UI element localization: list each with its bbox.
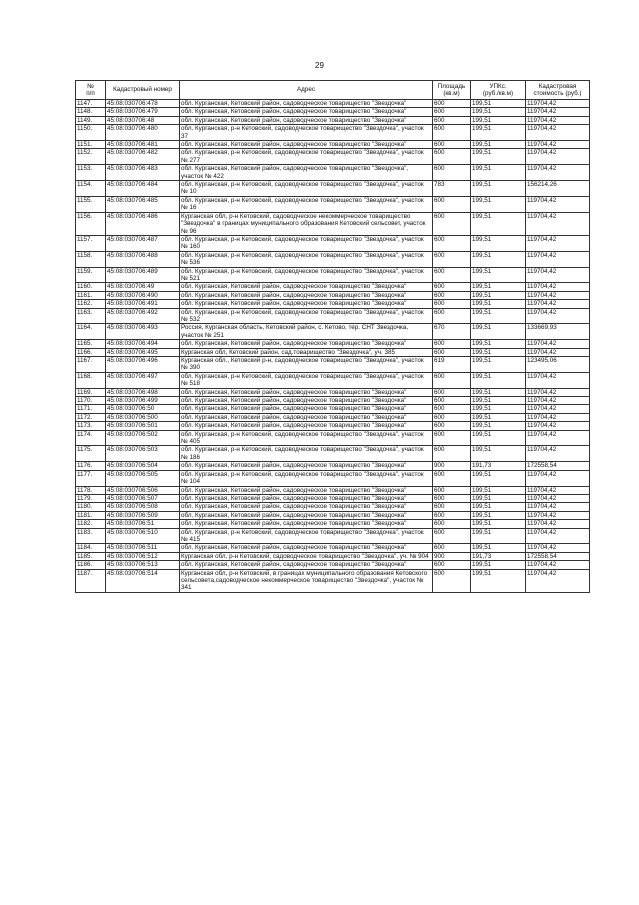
table-row bbox=[76, 116, 590, 124]
cell-area: 600 bbox=[433, 494, 471, 502]
cell-cadastral-number: 45:08:030706:51 bbox=[106, 520, 180, 528]
cell-cadastral-number: 45:08:030706:512 bbox=[106, 552, 180, 560]
cell-upks: 199,51 bbox=[471, 196, 526, 212]
cell-number: 1157. bbox=[76, 235, 106, 251]
cell-address: обл. Курганская, Кетовский район, садоводческое товарищество "Звездочка" bbox=[180, 397, 433, 405]
table-row bbox=[76, 372, 590, 388]
cell-cadastral-number: 45:08:030706:495 bbox=[106, 348, 180, 356]
cell-number: 1149. bbox=[76, 116, 106, 124]
cell-address: обл. Курганская, Кетовский район, садоводческое товарищество "Звездочка" bbox=[180, 108, 433, 116]
cell-upks: 199,51 bbox=[471, 520, 526, 528]
cell-upks: 199,51 bbox=[471, 470, 526, 486]
cell-cadastral-number: 45:08:030706:49 bbox=[106, 283, 180, 291]
cell-upks: 199,51 bbox=[471, 357, 526, 373]
cell-cadastral-cost: 119704,42 bbox=[526, 340, 590, 348]
cell-cadastral-cost: 119704,42 bbox=[526, 149, 590, 165]
cell-cadastral-number: 45:08:030706:484 bbox=[106, 181, 180, 197]
cell-cadastral-cost: 119704,42 bbox=[526, 141, 590, 149]
cell-area: 600 bbox=[433, 528, 471, 544]
cell-number: 1165. bbox=[76, 340, 106, 348]
cell-area: 600 bbox=[433, 165, 471, 181]
cell-area: 600 bbox=[433, 125, 471, 141]
cell-number: 1169. bbox=[76, 388, 106, 396]
cell-area: 600 bbox=[433, 422, 471, 430]
table-row bbox=[76, 503, 590, 511]
cell-cadastral-cost: 119704,42 bbox=[526, 300, 590, 308]
cell-address: обл. Курганская, Кетовский район, садоводческое товарищество "Звездочка" bbox=[180, 486, 433, 494]
cell-cadastral-number: 45:08:030706:492 bbox=[106, 308, 180, 324]
cell-upks: 199,51 bbox=[471, 108, 526, 116]
cell-number: 1171. bbox=[76, 405, 106, 413]
table-row bbox=[76, 405, 590, 413]
cell-cadastral-number: 45:08:030706:493 bbox=[106, 324, 180, 340]
table-row bbox=[76, 165, 590, 181]
cell-area: 600 bbox=[433, 388, 471, 396]
cell-cadastral-number: 45:08:030706:488 bbox=[106, 251, 180, 267]
cell-cadastral-cost: 119704,42 bbox=[526, 100, 590, 108]
table-row bbox=[76, 291, 590, 299]
cell-cadastral-cost: 119704,42 bbox=[526, 348, 590, 356]
cell-cadastral-number: 45:08:030706:506 bbox=[106, 486, 180, 494]
cell-area: 600 bbox=[433, 108, 471, 116]
cell-area: 600 bbox=[433, 212, 471, 235]
cell-upks: 199,51 bbox=[471, 181, 526, 197]
cell-cadastral-number: 45:08:030706:481 bbox=[106, 141, 180, 149]
cell-cadastral-cost: 119704,42 bbox=[526, 528, 590, 544]
cell-address: обл. Курганская, Кетовский район, садоводческое товарищество "Звездочка" bbox=[180, 520, 433, 528]
table-row bbox=[76, 196, 590, 212]
cell-upks: 199,51 bbox=[471, 340, 526, 348]
table-row bbox=[76, 108, 590, 116]
cell-number: 1162. bbox=[76, 300, 106, 308]
table-row bbox=[76, 544, 590, 552]
cell-number: 1152. bbox=[76, 149, 106, 165]
cell-cadastral-number: 45:08:030706:502 bbox=[106, 430, 180, 446]
table-row bbox=[76, 324, 590, 340]
cell-upks: 199,51 bbox=[471, 149, 526, 165]
cell-cadastral-number: 45:08:030706:487 bbox=[106, 235, 180, 251]
table-row bbox=[76, 561, 590, 569]
cell-upks: 199,51 bbox=[471, 283, 526, 291]
table-row bbox=[76, 569, 590, 592]
cell-cadastral-number: 45:08:030706:48 bbox=[106, 116, 180, 124]
cell-cadastral-number: 45:08:030706:507 bbox=[106, 494, 180, 502]
cell-area: 783 bbox=[433, 181, 471, 197]
cell-cadastral-number: 45:08:030706:497 bbox=[106, 372, 180, 388]
cell-upks: 199,51 bbox=[471, 348, 526, 356]
cell-upks: 199,51 bbox=[471, 308, 526, 324]
cell-cadastral-cost: 119704,42 bbox=[526, 116, 590, 124]
cell-cadastral-cost: 123495,06 bbox=[526, 357, 590, 373]
cell-cadastral-number: 45:08:030706:489 bbox=[106, 267, 180, 283]
cell-cadastral-number: 45:08:030706:499 bbox=[106, 397, 180, 405]
cell-cadastral-number: 45:08:030706:513 bbox=[106, 561, 180, 569]
cell-area: 619 bbox=[433, 357, 471, 373]
cell-upks: 199,51 bbox=[471, 125, 526, 141]
cell-address: обл. Курганская, Кетовский район, садоводческое товарищество "Звездочка" bbox=[180, 116, 433, 124]
cell-number: 1179. bbox=[76, 494, 106, 502]
cell-area: 600 bbox=[433, 561, 471, 569]
cell-cadastral-number: 45:08:030706:491 bbox=[106, 300, 180, 308]
cell-address: обл. Курганская, р-н Кетовский, садоводческое товарищество "Звездочка", участок № 536 bbox=[180, 251, 433, 267]
table-row bbox=[76, 552, 590, 560]
cell-area: 600 bbox=[433, 372, 471, 388]
cell-upks: 199,51 bbox=[471, 397, 526, 405]
cell-cadastral-cost: 119704,42 bbox=[526, 422, 590, 430]
cell-cadastral-cost: 119704,42 bbox=[526, 165, 590, 181]
cell-address: Курганская обл, Кетовский район, сад.товарищество "Звездочка", уч. 385 bbox=[180, 348, 433, 356]
cell-upks: 199,51 bbox=[471, 422, 526, 430]
cell-number: 1151. bbox=[76, 141, 106, 149]
cell-cadastral-number: 45:08:030706:486 bbox=[106, 212, 180, 235]
cell-area: 600 bbox=[433, 340, 471, 348]
cell-upks: 191,73 bbox=[471, 552, 526, 560]
cell-cadastral-number: 45:08:030706:498 bbox=[106, 388, 180, 396]
cell-address: обл. Курганская, Кетовский район, садоводческое товарищество "Звездочка" bbox=[180, 291, 433, 299]
cell-number: 1158. bbox=[76, 251, 106, 267]
cell-area: 600 bbox=[433, 397, 471, 405]
cell-number: 1174. bbox=[76, 430, 106, 446]
cell-area: 600 bbox=[433, 100, 471, 108]
cell-cadastral-cost: 119704,42 bbox=[526, 544, 590, 552]
table-row bbox=[76, 528, 590, 544]
cell-cadastral-cost: 119704,42 bbox=[526, 267, 590, 283]
cell-address: обл. Курганская, р-н Кетовский, садоводческое товарищество "Звездочка", участок № 277 bbox=[180, 149, 433, 165]
cell-number: 1176. bbox=[76, 462, 106, 470]
cell-area: 600 bbox=[433, 430, 471, 446]
cell-upks: 199,51 bbox=[471, 561, 526, 569]
cell-upks: 199,51 bbox=[471, 511, 526, 519]
cell-address: обл. Курганская, р-н Кетовский, садоводческое товарищество "Звездочка", участок № 10 bbox=[180, 181, 433, 197]
cell-cadastral-cost: 119704,42 bbox=[526, 125, 590, 141]
table-row bbox=[76, 470, 590, 486]
cell-cadastral-cost: 119704,42 bbox=[526, 405, 590, 413]
cell-address: обл. Курганская, Кетовский район, садоводческое товарищество "Звездочка" bbox=[180, 340, 433, 348]
cell-cadastral-cost: 119704,42 bbox=[526, 430, 590, 446]
cell-area: 600 bbox=[433, 470, 471, 486]
cell-number: 1150. bbox=[76, 125, 106, 141]
cell-cadastral-cost: 156214,26 bbox=[526, 181, 590, 197]
cell-cadastral-cost: 119704,42 bbox=[526, 388, 590, 396]
cell-address: обл. Курганская, Кетовский район, садоводческое товарищество "Звездочка" bbox=[180, 283, 433, 291]
cell-upks: 191,73 bbox=[471, 462, 526, 470]
cell-address: обл. Курганская, Кетовский район, садоводческое товарищество "Звездочка" bbox=[180, 405, 433, 413]
cell-number: 1178. bbox=[76, 486, 106, 494]
cell-number: 1155. bbox=[76, 196, 106, 212]
cell-cadastral-number: 45:08:030706:505 bbox=[106, 470, 180, 486]
table-row bbox=[76, 413, 590, 421]
cell-address: обл. Курганская, Кетовский район, садоводческое товарищество "Звездочка" bbox=[180, 422, 433, 430]
cell-address: обл. Курганская, р-н Кетовский, садоводческое товарищество "Звездочка", участок № 405 bbox=[180, 430, 433, 446]
cell-number: 1181. bbox=[76, 511, 106, 519]
cell-upks: 199,51 bbox=[471, 291, 526, 299]
cell-address: обл. Курганская, р-н Кетовский, садоводческое товарищество "Звездочка", участок № 104 bbox=[180, 470, 433, 486]
cell-cadastral-cost: 119704,42 bbox=[526, 413, 590, 421]
cell-cadastral-cost: 119704,42 bbox=[526, 235, 590, 251]
cell-area: 600 bbox=[433, 544, 471, 552]
cell-cadastral-cost: 119704,42 bbox=[526, 397, 590, 405]
cell-number: 1148. bbox=[76, 108, 106, 116]
header-area: Площадь (кв.м) bbox=[433, 81, 471, 100]
table-row bbox=[76, 357, 590, 373]
table-row bbox=[76, 340, 590, 348]
cell-upks: 199,51 bbox=[471, 388, 526, 396]
cell-cadastral-cost: 119704,42 bbox=[526, 196, 590, 212]
cell-cadastral-cost: 119704,42 bbox=[526, 511, 590, 519]
cell-number: 1156. bbox=[76, 212, 106, 235]
cell-area: 600 bbox=[433, 235, 471, 251]
cell-cadastral-number: 45:08:030706:504 bbox=[106, 462, 180, 470]
cell-cadastral-cost: 119704,42 bbox=[526, 569, 590, 592]
table-row bbox=[76, 267, 590, 283]
header-address: Адрес bbox=[180, 81, 433, 100]
table-row bbox=[76, 251, 590, 267]
cell-number: 1159. bbox=[76, 267, 106, 283]
cell-number: 1167. bbox=[76, 357, 106, 373]
cell-cadastral-number: 45:08:030706:509 bbox=[106, 511, 180, 519]
cell-number: 1164. bbox=[76, 324, 106, 340]
cell-address: Курганская обл, р-н Кетовский, садоводческое некоммерческое товарищество "Звездочка" в границах муниципального образования Кетовский сельсовет, участок № 96 bbox=[180, 212, 433, 235]
table-row bbox=[76, 446, 590, 462]
cell-cadastral-cost: 119704,42 bbox=[526, 446, 590, 462]
cell-area: 600 bbox=[433, 300, 471, 308]
cell-cadastral-number: 45:08:030706:501 bbox=[106, 422, 180, 430]
table-header-row bbox=[76, 81, 590, 100]
cell-cadastral-cost: 119704,42 bbox=[526, 520, 590, 528]
table-row bbox=[76, 283, 590, 291]
cell-area: 600 bbox=[433, 446, 471, 462]
cell-upks: 199,51 bbox=[471, 165, 526, 181]
cell-cadastral-number: 45:08:030706:494 bbox=[106, 340, 180, 348]
cell-area: 600 bbox=[433, 251, 471, 267]
cell-upks: 199,51 bbox=[471, 446, 526, 462]
cell-number: 1173. bbox=[76, 422, 106, 430]
cell-address: обл. Курганская, Кетовский район, садоводческое товарищество "Звездочка" bbox=[180, 503, 433, 511]
cell-number: 1185. bbox=[76, 552, 106, 560]
cell-area: 600 bbox=[433, 520, 471, 528]
table-row bbox=[76, 181, 590, 197]
cell-area: 600 bbox=[433, 503, 471, 511]
cell-upks: 199,51 bbox=[471, 405, 526, 413]
table-row bbox=[76, 397, 590, 405]
cell-address: обл. Курганская, Кетовский район, садоводческое товарищество "Звездочка" bbox=[180, 141, 433, 149]
cell-number: 1163. bbox=[76, 308, 106, 324]
cell-address: Курганская обл., Кетовский р-н, садоводческое товарищество "Звездочка", участок № 390 bbox=[180, 357, 433, 373]
cell-address: обл. Курганская, Кетовский район, садоводческое товарищество "Звездочка" bbox=[180, 462, 433, 470]
cell-upks: 199,51 bbox=[471, 372, 526, 388]
cell-area: 600 bbox=[433, 405, 471, 413]
table-row bbox=[76, 300, 590, 308]
cell-area: 600 bbox=[433, 569, 471, 592]
table-row bbox=[76, 520, 590, 528]
cell-cadastral-number: 45:08:030706:50 bbox=[106, 405, 180, 413]
table-row bbox=[76, 486, 590, 494]
cell-cadastral-cost: 119704,42 bbox=[526, 486, 590, 494]
cell-area: 600 bbox=[433, 116, 471, 124]
cell-upks: 199,51 bbox=[471, 300, 526, 308]
cell-address: обл. Курганская, Кетовский район, садоводческое товарищество "Звездочка" bbox=[180, 494, 433, 502]
cell-number: 1172. bbox=[76, 413, 106, 421]
cell-number: 1187. bbox=[76, 569, 106, 592]
cell-upks: 199,51 bbox=[471, 503, 526, 511]
cell-number: 1161. bbox=[76, 291, 106, 299]
cell-area: 600 bbox=[433, 511, 471, 519]
cell-address: обл. Курганская, Кетовский район, садоводческое товарищество "Звездочка" bbox=[180, 544, 433, 552]
cell-address: обл. Курганская, Кетовский район, садоводческое товарищество "Звездочка" bbox=[180, 100, 433, 108]
cell-cadastral-cost: 119704,42 bbox=[526, 561, 590, 569]
cell-cadastral-cost: 172558,54 bbox=[526, 552, 590, 560]
cell-cadastral-number: 45:08:030706:514 bbox=[106, 569, 180, 592]
cell-cadastral-cost: 133669,93 bbox=[526, 324, 590, 340]
cell-number: 1186. bbox=[76, 561, 106, 569]
cell-cadastral-cost: 172558,54 bbox=[526, 462, 590, 470]
table-row bbox=[76, 235, 590, 251]
cell-cadastral-number: 45:08:030706:485 bbox=[106, 196, 180, 212]
cell-area: 600 bbox=[433, 291, 471, 299]
cell-upks: 199,51 bbox=[471, 486, 526, 494]
table-row bbox=[76, 149, 590, 165]
cell-cadastral-cost: 119704,42 bbox=[526, 308, 590, 324]
cell-number: 1180. bbox=[76, 503, 106, 511]
cell-cadastral-number: 45:08:030706:511 bbox=[106, 544, 180, 552]
cell-address: обл. Курганская, р-н Кетовский, садоводческое товарищество "Звездочка", участок № 415 bbox=[180, 528, 433, 544]
cell-address: обл. Курганская, Кетовский район, садоводческое товарищество "Звездочка" bbox=[180, 511, 433, 519]
cell-cadastral-number: 45:08:030706:483 bbox=[106, 165, 180, 181]
cell-area: 600 bbox=[433, 267, 471, 283]
cell-cadastral-number: 45:08:030706:510 bbox=[106, 528, 180, 544]
cell-cadastral-cost: 119704,42 bbox=[526, 494, 590, 502]
cell-address: обл. Курганская, р-н Кетовский, садоводческое товарищество "Звездочка", участок № 521 bbox=[180, 267, 433, 283]
cell-upks: 199,51 bbox=[471, 116, 526, 124]
cell-number: 1166. bbox=[76, 348, 106, 356]
cell-upks: 199,51 bbox=[471, 251, 526, 267]
cell-area: 600 bbox=[433, 413, 471, 421]
table-row bbox=[76, 100, 590, 108]
cell-cadastral-number: 45:08:030706:508 bbox=[106, 503, 180, 511]
cell-area: 600 bbox=[433, 283, 471, 291]
cell-cadastral-cost: 119704,42 bbox=[526, 503, 590, 511]
table-row bbox=[76, 348, 590, 356]
cell-number: 1160. bbox=[76, 283, 106, 291]
cell-number: 1168. bbox=[76, 372, 106, 388]
cell-cadastral-number: 45:08:030706:479 bbox=[106, 108, 180, 116]
cell-cadastral-number: 45:08:030706:482 bbox=[106, 149, 180, 165]
cell-address: обл. Курганская, р-н Кетовский, садоводческое товарищество "Звездочка", участок № 532 bbox=[180, 308, 433, 324]
cell-number: 1154. bbox=[76, 181, 106, 197]
cell-address: Курганская обл, р-н Кетовский, в границах муниципального образования Кетовского сельсовета,садоводческое некоммерческое товарищество "Звездочка", участок № 341 bbox=[180, 569, 433, 592]
table-row bbox=[76, 494, 590, 502]
header-upks: УПКс. (руб./кв.м) bbox=[471, 81, 526, 100]
table-row bbox=[76, 212, 590, 235]
cell-cadastral-cost: 119704,42 bbox=[526, 212, 590, 235]
table-row bbox=[76, 388, 590, 396]
cell-number: 1184. bbox=[76, 544, 106, 552]
cell-area: 600 bbox=[433, 486, 471, 494]
cell-address: обл. Курганская, Кетовский район, садоводческое товарищество "Звездочка" bbox=[180, 413, 433, 421]
cell-cadastral-number: 45:08:030706:490 bbox=[106, 291, 180, 299]
cell-area: 600 bbox=[433, 149, 471, 165]
cell-cadastral-number: 45:08:030706:500 bbox=[106, 413, 180, 421]
cell-number: 1182. bbox=[76, 520, 106, 528]
cell-address: Россия, Курганская область, Кетовский район, с. Кетово, тер. СНТ Звездочка, участок № 251 bbox=[180, 324, 433, 340]
cadastral-table bbox=[75, 80, 590, 593]
cell-number: 1147. bbox=[76, 100, 106, 108]
cell-upks: 199,51 bbox=[471, 413, 526, 421]
table-row bbox=[76, 462, 590, 470]
cell-cadastral-number: 45:08:030706:503 bbox=[106, 446, 180, 462]
page-number: 29 bbox=[315, 61, 324, 70]
header-number: № п/п bbox=[76, 81, 106, 100]
cell-cadastral-cost: 119704,42 bbox=[526, 470, 590, 486]
cell-address: Курганская обл, р-н Кетовский, садоводческое товарищество "Звездочка", уч. № 904 bbox=[180, 552, 433, 560]
cell-cadastral-cost: 119704,42 bbox=[526, 251, 590, 267]
cell-number: 1153. bbox=[76, 165, 106, 181]
cell-upks: 199,51 bbox=[471, 324, 526, 340]
cell-upks: 199,51 bbox=[471, 569, 526, 592]
cell-address: обл. Курганская, Кетовский район, садоводческое товарищество "Звездочка", участок № 422 bbox=[180, 165, 433, 181]
cell-area: 900 bbox=[433, 462, 471, 470]
cell-area: 670 bbox=[433, 324, 471, 340]
header-cadastral-cost: Кадастровая стоимость (руб.) bbox=[526, 81, 590, 100]
cell-cadastral-number: 45:08:030706:478 bbox=[106, 100, 180, 108]
table-row bbox=[76, 308, 590, 324]
cell-cadastral-number: 45:08:030706:480 bbox=[106, 125, 180, 141]
cell-area: 900 bbox=[433, 552, 471, 560]
cell-number: 1183. bbox=[76, 528, 106, 544]
cell-cadastral-number: 45:08:030706:496 bbox=[106, 357, 180, 373]
cell-address: обл. Курганская, р-н Кетовский, садоводческое товарищество "Звездочка", участок № 16 bbox=[180, 196, 433, 212]
cell-area: 600 bbox=[433, 308, 471, 324]
cell-upks: 199,51 bbox=[471, 430, 526, 446]
cell-address: обл. Курганская, Кетовский район, садоводческое товарищество "Звездочка" bbox=[180, 561, 433, 569]
cell-number: 1177. bbox=[76, 470, 106, 486]
table-row bbox=[76, 430, 590, 446]
table-row bbox=[76, 511, 590, 519]
cell-number: 1175. bbox=[76, 446, 106, 462]
cell-upks: 199,51 bbox=[471, 212, 526, 235]
cell-upks: 199,51 bbox=[471, 544, 526, 552]
cell-address: обл. Курганская, р-н Кетовский, садоводческое товарищество "Звездочка", участок № 186 bbox=[180, 446, 433, 462]
cell-upks: 199,51 bbox=[471, 494, 526, 502]
cell-number: 1170. bbox=[76, 397, 106, 405]
table-row bbox=[76, 141, 590, 149]
cell-upks: 199,51 bbox=[471, 141, 526, 149]
cell-upks: 199,51 bbox=[471, 267, 526, 283]
cell-address: обл. Курганская, Кетовский район, садоводческое товарищество "Звездочка" bbox=[180, 300, 433, 308]
cell-area: 600 bbox=[433, 141, 471, 149]
cell-cadastral-cost: 119704,42 bbox=[526, 283, 590, 291]
cell-cadastral-cost: 119704,42 bbox=[526, 291, 590, 299]
cell-address: обл. Курганская, Кетовский район, садоводческое товарищество "Звездочка" bbox=[180, 388, 433, 396]
cell-area: 600 bbox=[433, 348, 471, 356]
cell-upks: 199,51 bbox=[471, 528, 526, 544]
header-cadastral-number: Кадастровый номер bbox=[106, 81, 180, 100]
cell-upks: 199,51 bbox=[471, 100, 526, 108]
cell-address: обл. Курганская, р-н Кетовский, садоводческое товарищество "Звездочка", участок 37 bbox=[180, 125, 433, 141]
cell-cadastral-cost: 119704,42 bbox=[526, 108, 590, 116]
cell-cadastral-cost: 119704,42 bbox=[526, 372, 590, 388]
table-row bbox=[76, 422, 590, 430]
cell-address: обл. Курганская, р-н Кетовский, садоводческое товарищество "Звездочка", участок № 518 bbox=[180, 372, 433, 388]
cell-address: обл. Курганская, р-н Кетовский, садоводческое товарищество "Звездочка", участок № 160 bbox=[180, 235, 433, 251]
cell-area: 600 bbox=[433, 196, 471, 212]
cell-upks: 199,51 bbox=[471, 235, 526, 251]
table-row bbox=[76, 125, 590, 141]
